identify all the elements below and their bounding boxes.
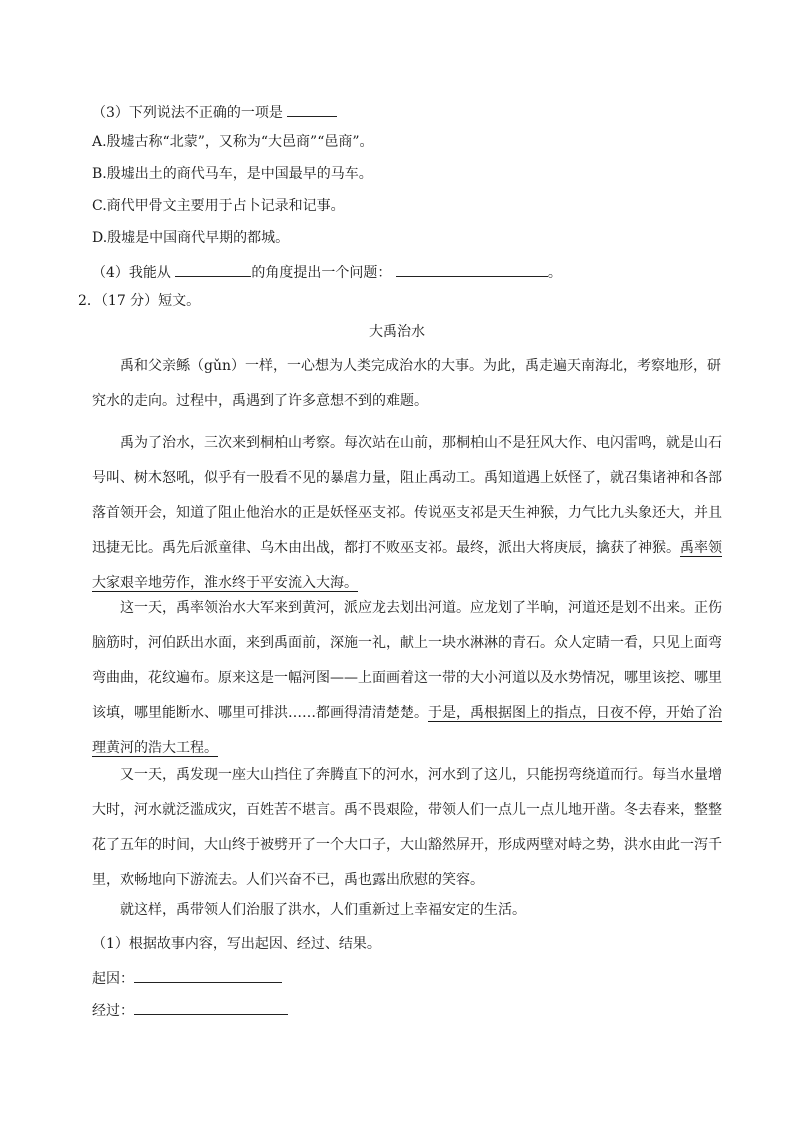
- cause-answer-blank[interactable]: [134, 966, 282, 983]
- cause-line: 起因：: [92, 966, 282, 989]
- story-title: 大禹治水: [369, 324, 425, 340]
- q3-option-c: C.商代甲骨文主要用于占卜记录和记事。: [92, 198, 345, 214]
- story-paragraph-2: 禹为了治水，三次来到桐柏山考察。每次站在山前，那桐柏山不是狂风大作、电闪雷鸣，就是山石 号叫、树木怒吼，似乎有一股看不见的暴虐力量，阻止禹动工。禹知道遇上妖怪了，就召集诸神和各部 落首领开会，知道了阻止他治水的正是妖怪巫支祁。传说巫支祁是天生神猴，力气比九头象还大，并且 迅捷无比。禹先后派童律、乌木由出战，都打不败巫支祁。最终，派出大将庚辰，擒获了神猴。禹率领 大家艰辛地劳作，淮水终于平安流入大海。: [92, 435, 722, 591]
- q3-prompt: （3）下列说法不正确的一项是: [92, 100, 337, 123]
- process-answer-blank[interactable]: [134, 998, 288, 1015]
- underlined-sentence-1-end: 大家艰辛地劳作，淮水终于平安流入大海。: [92, 575, 358, 591]
- process-line: 经过：: [92, 998, 288, 1021]
- q2-heading: 2．（17 分）短文。: [78, 293, 201, 309]
- q3-option-d: D.殷墟是中国商代早期的都城。: [92, 230, 290, 246]
- q3-option-b: B.殷墟出土的商代马车，是中国最早的马车。: [92, 166, 373, 182]
- underlined-sentence-2-end: 理黄河的浩大工程。: [92, 740, 218, 756]
- q4-question-blank[interactable]: [396, 260, 548, 277]
- story-paragraph-1: 禹和父亲鲧（gǔn）一样，一心想为人类完成治水的大事。为此，禹走遍天南海北，考察地形，研 究水的走向。过程中，禹遇到了许多意想不到的难题。: [92, 358, 721, 409]
- story-paragraph-3: 这一天，禹率领治水大军来到黄河，派应龙去划出河道。应龙划了半晌，河道还是划不出来。正伤 脑筋时，河伯跃出水面，来到禹面前，深施一礼，献上一块水淋淋的青石。众人定睛一看，只见上面弯 弯曲曲，花纹遍布。原来这是一幅河图——上面画着这一带的大小河道以及水势情况，哪里该挖、哪里 该填，哪里能断水、哪里可排洪……都画得清清楚楚。于是，禹根据图上的指点，日夜不停，开始了治 理黄河的浩大工程。: [92, 600, 722, 756]
- story-paragraph-5: 就这样，禹带领人们治服了洪水，人们重新过上幸福安定的生活。: [120, 902, 526, 918]
- underlined-sentence-2-start: 于是，禹根据图上的指点，日夜不停，开始了治: [428, 705, 722, 721]
- q4-angle-blank[interactable]: [175, 260, 251, 277]
- q2-sub1-prompt: （1）根据故事内容，写出起因、经过、结果。: [92, 936, 381, 952]
- q3-option-a: A.殷墟古称“北蒙”，又称为“大邑商”“邑商”。: [92, 134, 374, 150]
- q4-line: （4）我能从 的角度提出一个问题： 。: [92, 260, 562, 283]
- underlined-sentence-1-start: 禹率领: [680, 540, 722, 556]
- q3-answer-blank[interactable]: [287, 100, 337, 117]
- story-paragraph-4: 又一天，禹发现一座大山挡住了奔腾直下的河水，河水到了这儿，只能拐弯绕道而行。每当水量增 大时，河水就泛滥成灾，百姓苦不堪言。禹不畏艰险，带领人们一点儿一点儿地开凿。冬去春来，整整 花了五年的时间，大山终于被劈开了一个大口子，大山豁然屏开，形成两壁对峙之势，洪水由此一泻千 里，欢畅地向下游流去。人们兴奋不已，禹也露出欣慰的笑容。: [92, 767, 722, 888]
